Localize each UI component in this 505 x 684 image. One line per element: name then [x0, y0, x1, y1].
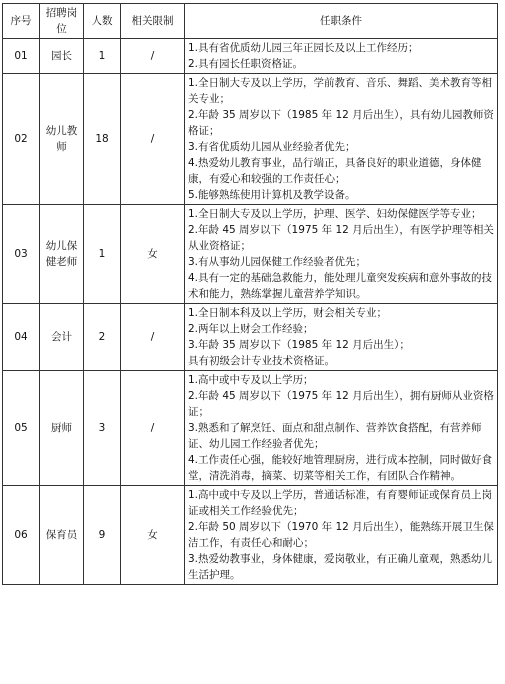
cell-position: 厨师 [40, 371, 84, 486]
header-requirements: 任职条件 [185, 4, 498, 39]
requirement-line: 2.两年以上财会工作经验； [188, 323, 314, 335]
requirement-line: 1.高中或中专及以上学历，普通话标准，有育婴师证或保育员上岗证或相关工作经验优先； [188, 489, 493, 517]
header-count: 人数 [84, 4, 121, 39]
cell-position: 幼儿保健老师 [40, 205, 84, 304]
cell-limit: / [121, 371, 185, 486]
table-row [3, 205, 498, 304]
cell-count: 1 [84, 39, 121, 74]
requirement-line: 3.有省优质幼儿园从业经验者优先； [188, 141, 356, 153]
requirement-line: 1.全日制大专及以上学历，护理、医学、妇幼保健医学等专业； [188, 208, 482, 220]
header-seq: 序号 [3, 4, 40, 39]
cell-position: 保育员 [40, 486, 84, 585]
requirement-line: 4.热爱幼儿教育事业，品行端正，具备良好的职业道德，身体健康，有爱心和较强的工作责任心； [188, 157, 482, 185]
requirement-line: 3.有从事幼儿园保健工作经验者优先； [188, 256, 367, 268]
requirement-line: 1.高中或中专及以上学历； [188, 374, 314, 386]
cell-requirements [185, 74, 498, 205]
cell-seq: 03 [3, 205, 40, 304]
requirement-line: 2.年龄 50 周岁以下（1970 年 12 月后出生），能熟练开展卫生保洁工作，有责任心和耐心； [188, 521, 494, 549]
cell-count: 18 [84, 74, 121, 205]
cell-limit: 女 [121, 486, 185, 585]
header-position: 招聘岗位 [40, 4, 84, 39]
requirement-line: 3.熟悉和了解烹饪、面点和甜点制作、营养饮食搭配，有营养师证、幼儿园工作经验者优先； [188, 422, 482, 450]
requirement-line: 3.热爱幼教事业，身体健康，爱岗敬业，有正确儿童观，熟悉幼儿生活护理。 [188, 553, 493, 581]
cell-requirements [185, 205, 498, 304]
cell-seq: 05 [3, 371, 40, 486]
cell-seq: 02 [3, 74, 40, 205]
cell-seq: 01 [3, 39, 40, 74]
requirement-line: 2.年龄 35 周岁以下（1985 年 12 月后出生），具有幼儿园教师资格证； [188, 109, 494, 137]
table-header-row [3, 4, 498, 39]
cell-position: 会计 [40, 304, 84, 371]
cell-limit: / [121, 39, 185, 74]
requirement-line: 2.具有园长任职资格证。 [188, 58, 304, 70]
cell-seq: 06 [3, 486, 40, 585]
cell-seq: 04 [3, 304, 40, 371]
cell-limit: / [121, 304, 185, 371]
cell-count: 2 [84, 304, 121, 371]
cell-limit: / [121, 74, 185, 205]
requirement-line: 1.具有省优质幼儿园三年正园长及以上工作经历； [188, 42, 419, 54]
requirement-line: 2.年龄 45 周岁以下（1975 年 12 月后出生），有医学护理等相关从业资格证； [188, 224, 494, 252]
requirement-line: 2.年龄 45 周岁以下（1975 年 12 月后出生），拥有厨师从业资格证； [188, 390, 494, 418]
requirement-line: 1.全日制本科及以上学历，财会相关专业； [188, 307, 388, 319]
cell-count: 1 [84, 205, 121, 304]
recruitment-table [2, 3, 498, 585]
cell-position: 园长 [40, 39, 84, 74]
cell-limit: 女 [121, 205, 185, 304]
cell-requirements [185, 371, 498, 486]
requirement-line: 3.年龄 35 周岁以下（1985 年 12 月后出生）； [188, 339, 410, 351]
requirement-line: 1.全日制大专及以上学历，学前教育、音乐、舞蹈、美术教育等相关专业； [188, 77, 493, 105]
requirement-line: 具有初级会计专业技术资格证。 [188, 355, 335, 367]
table-row [3, 74, 498, 205]
requirement-line: 4.具有一定的基础急救能力，能处理儿童突发疾病和意外事故的技术和能力，熟练掌握儿童营养学知识。 [188, 272, 493, 300]
header-limit: 相关限制 [121, 4, 185, 39]
table-row [3, 39, 498, 74]
cell-position: 幼儿教师 [40, 74, 84, 205]
table-row [3, 304, 498, 371]
cell-count: 3 [84, 371, 121, 486]
requirement-line: 4.工作责任心强，能较好地管理厨房，进行成本控制，同时做好食堂，清洗消毒，摘菜、切菜等相关工作，有团队合作精神。 [188, 454, 493, 482]
requirement-line: 5.能够熟练使用计算机及教学设备。 [188, 189, 356, 201]
table-row [3, 486, 498, 585]
cell-requirements [185, 39, 498, 74]
cell-requirements [185, 486, 498, 585]
table-row [3, 371, 498, 486]
cell-requirements [185, 304, 498, 371]
table-body [3, 39, 498, 585]
cell-count: 9 [84, 486, 121, 585]
